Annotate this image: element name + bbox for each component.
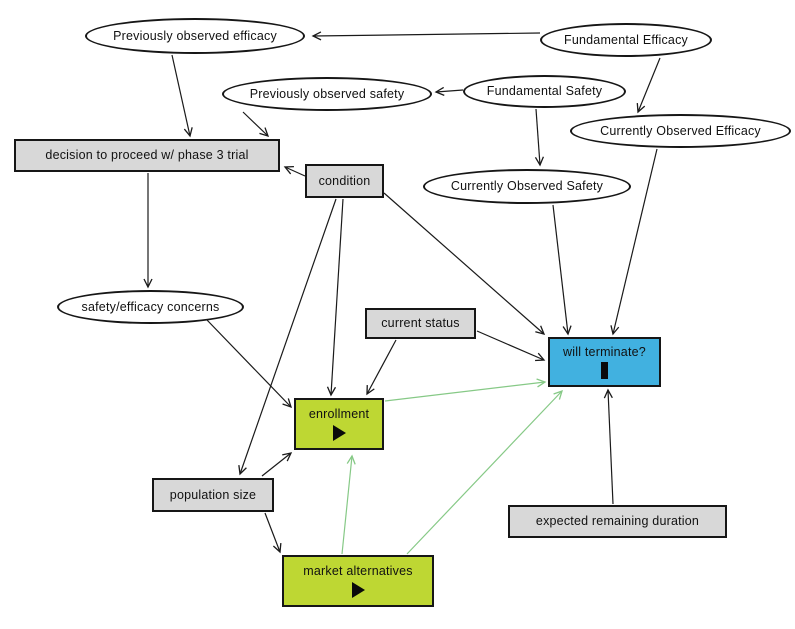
edge-fundamental_efficacy-to-prev_obs_efficacy bbox=[313, 33, 540, 36]
node-decision-to-proceed[interactable] bbox=[14, 139, 280, 172]
edge-current_status-to-will_terminate bbox=[477, 331, 544, 360]
edge-fundamental_safety-to-currently_obs_safety bbox=[536, 109, 540, 165]
node-currently-observed-efficacy[interactable] bbox=[570, 114, 791, 148]
node-currently-observed-safety[interactable] bbox=[423, 169, 631, 204]
node-label: expected remaining duration bbox=[535, 514, 700, 529]
node-expected-remaining-duration[interactable] bbox=[508, 505, 727, 538]
edge-population_size-to-enrollment bbox=[262, 453, 291, 476]
edge-enrollment-to-will_terminate bbox=[385, 382, 545, 401]
node-label: market alternatives bbox=[303, 564, 413, 579]
edge-fundamental_safety-to-prev_obs_safety bbox=[436, 90, 463, 92]
node-label: Previously observed efficacy bbox=[113, 28, 277, 43]
node-previously-observed-safety[interactable] bbox=[222, 77, 432, 111]
node-label: Currently Observed Efficacy bbox=[600, 123, 761, 138]
node-label: Fundamental Efficacy bbox=[564, 32, 688, 47]
node-label: will terminate? bbox=[563, 345, 646, 360]
edge-population_size-to-market_alternatives bbox=[265, 513, 280, 552]
node-market-alternatives[interactable] bbox=[282, 555, 434, 607]
edge-currently_obs_efficacy-to-will_terminate bbox=[613, 149, 657, 334]
node-previously-observed-efficacy[interactable] bbox=[85, 18, 305, 54]
edge-condition-to-enrollment bbox=[331, 199, 343, 395]
node-enrollment[interactable] bbox=[294, 398, 384, 450]
play-icon bbox=[352, 582, 365, 598]
edge-fundamental_efficacy-to-currently_obs_efficacy bbox=[638, 58, 660, 112]
node-label: safety/efficacy concerns bbox=[81, 299, 220, 314]
node-fundamental-efficacy[interactable] bbox=[540, 23, 712, 57]
node-condition[interactable] bbox=[305, 164, 384, 198]
edge-condition-to-decision bbox=[285, 167, 305, 176]
node-label: decision to proceed w/ phase 3 trial bbox=[45, 148, 249, 163]
node-current-status[interactable] bbox=[365, 308, 476, 339]
node-label: Fundamental Safety bbox=[486, 84, 603, 99]
node-will-terminate[interactable] bbox=[548, 337, 661, 387]
edge-currently_obs_safety-to-will_terminate bbox=[553, 205, 568, 334]
node-label: current status bbox=[381, 316, 460, 331]
edge-market_alternatives-to-enrollment bbox=[342, 456, 352, 554]
edge-expected_remaining_duration-to-will_terminate bbox=[608, 390, 613, 504]
edge-prev_obs_safety-to-decision bbox=[243, 112, 268, 136]
node-label: condition bbox=[318, 173, 371, 188]
pause-bar-icon bbox=[601, 362, 608, 379]
play-icon bbox=[333, 425, 346, 441]
edge-current_status-to-enrollment bbox=[367, 340, 396, 394]
node-label: enrollment bbox=[308, 407, 370, 422]
node-label: population size bbox=[169, 487, 257, 502]
node-population-size[interactable] bbox=[152, 478, 274, 512]
node-label: Currently Observed Safety bbox=[450, 179, 604, 194]
edge-prev_obs_efficacy-to-decision bbox=[172, 55, 190, 136]
node-fundamental-safety[interactable] bbox=[463, 75, 626, 108]
node-safety-efficacy-concerns[interactable] bbox=[57, 290, 244, 324]
node-label: Previously observed safety bbox=[249, 86, 405, 101]
